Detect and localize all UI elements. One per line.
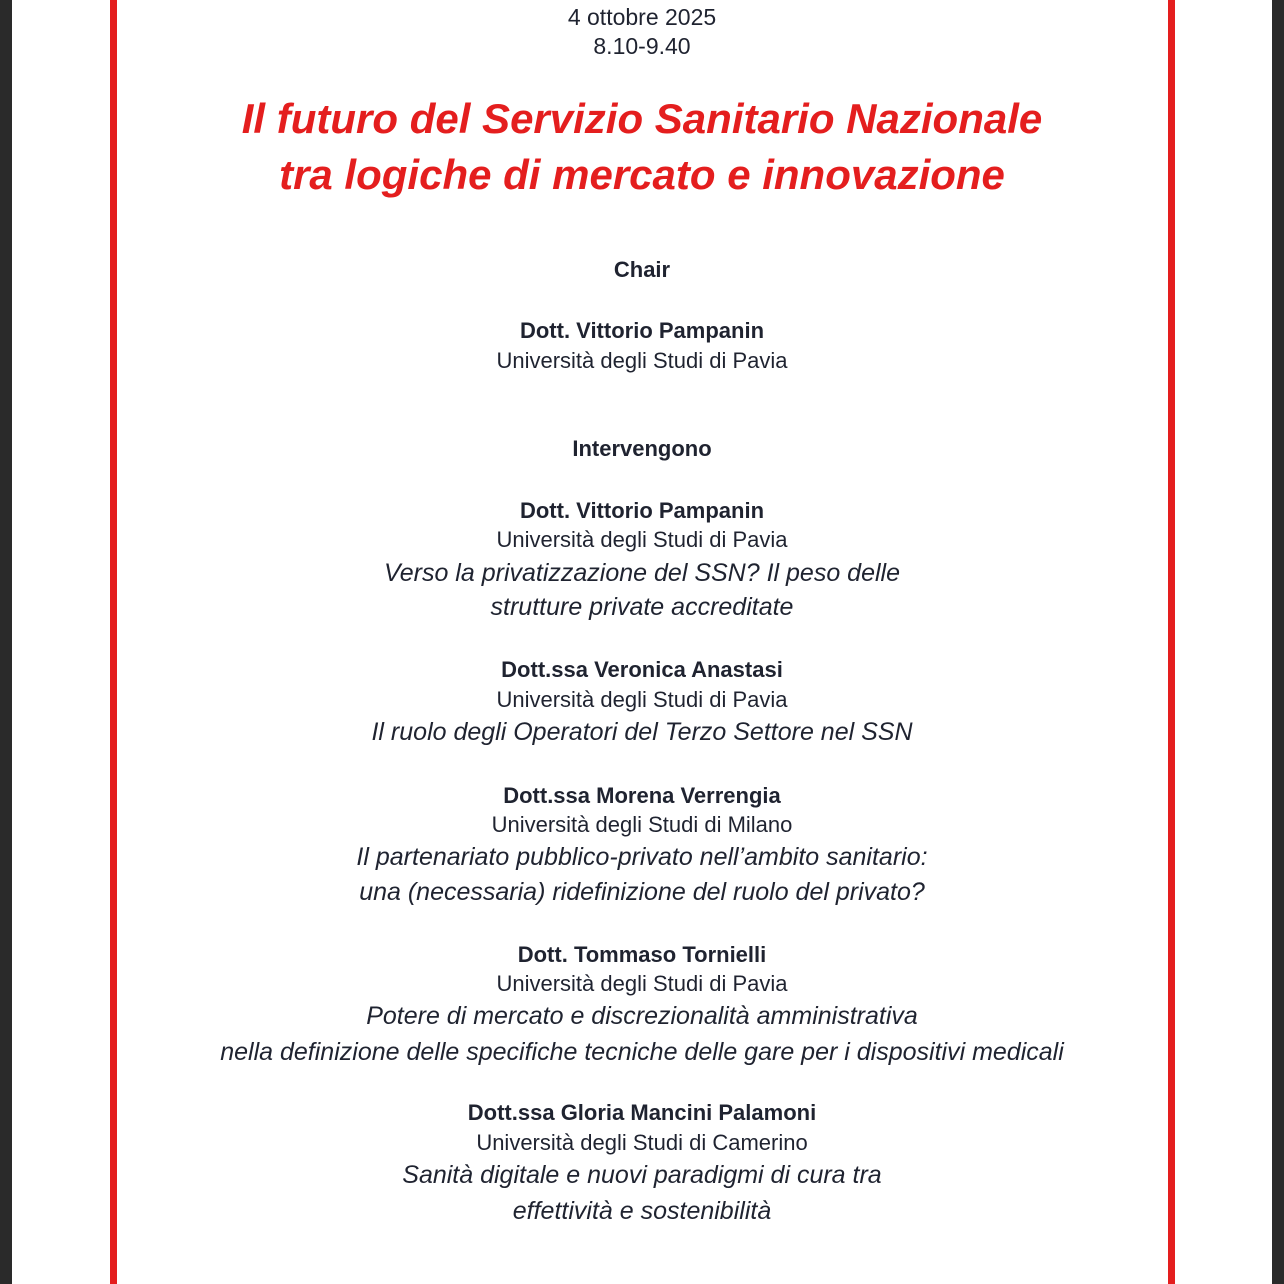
- speaker-affiliation: Università degli Studi di Pavia: [496, 971, 788, 996]
- talk-title-line-2: nella definizione delle specifiche tecniche delle gare per i dispositivi medicali: [220, 1038, 1064, 1066]
- speaker-affiliation: Università degli Studi di Milano: [491, 812, 793, 837]
- chair-affiliation: Università degli Studi di Pavia: [496, 348, 788, 373]
- speaker-affiliation: Università degli Studi di Pavia: [496, 527, 788, 552]
- talk-title-line-1: Il partenariato pubblico-privato nell’ambito sanitario:: [356, 843, 928, 871]
- speaker-name: Dott. Vittorio Pampanin: [519, 498, 765, 523]
- event-date: 4 ottobre 2025: [567, 4, 717, 30]
- talk-title-line-1: Verso la privatizzazione del SSN? Il peso delle: [383, 559, 900, 587]
- speaker-affiliation: Università degli Studi di Camerino: [476, 1130, 808, 1155]
- event-title-line-2: tra logiche di mercato e innovazione: [279, 151, 1005, 198]
- talk-title-line-2: strutture private accreditate: [490, 593, 794, 621]
- speaker-name: Dott. Tommaso Tornielli: [517, 942, 767, 967]
- chair-name: Dott. Vittorio Pampanin: [519, 318, 765, 343]
- chair-label: Chair: [613, 257, 671, 282]
- event-time: 8.10-9.40: [593, 33, 691, 59]
- speaker-name: Dott.ssa Morena Verrengia: [503, 783, 781, 808]
- talk-title-line-1: Potere di mercato e discrezionalità amministrativa: [366, 1002, 918, 1030]
- speaker-name: Dott.ssa Veronica Anastasi: [501, 657, 783, 682]
- talk-title-line-1: Sanità digitale e nuovi paradigmi di cura tra: [402, 1161, 882, 1189]
- event-title-line-1: Il futuro del Servizio Sanitario Nazionale: [241, 95, 1043, 142]
- talk-title-line-2: una (necessaria) ridefinizione del ruolo del privato?: [359, 878, 925, 906]
- speaker-affiliation: Università degli Studi di Pavia: [496, 687, 788, 712]
- speaker-name: Dott.ssa Gloria Mancini Palamoni: [467, 1100, 817, 1125]
- talk-title-line-1: Il ruolo degli Operatori del Terzo Settore nel SSN: [371, 718, 913, 746]
- speakers-label: Intervengono: [572, 436, 712, 461]
- talk-title-line-2: effettività e sostenibilità: [512, 1197, 772, 1225]
- program-page: [12, 0, 1272, 1284]
